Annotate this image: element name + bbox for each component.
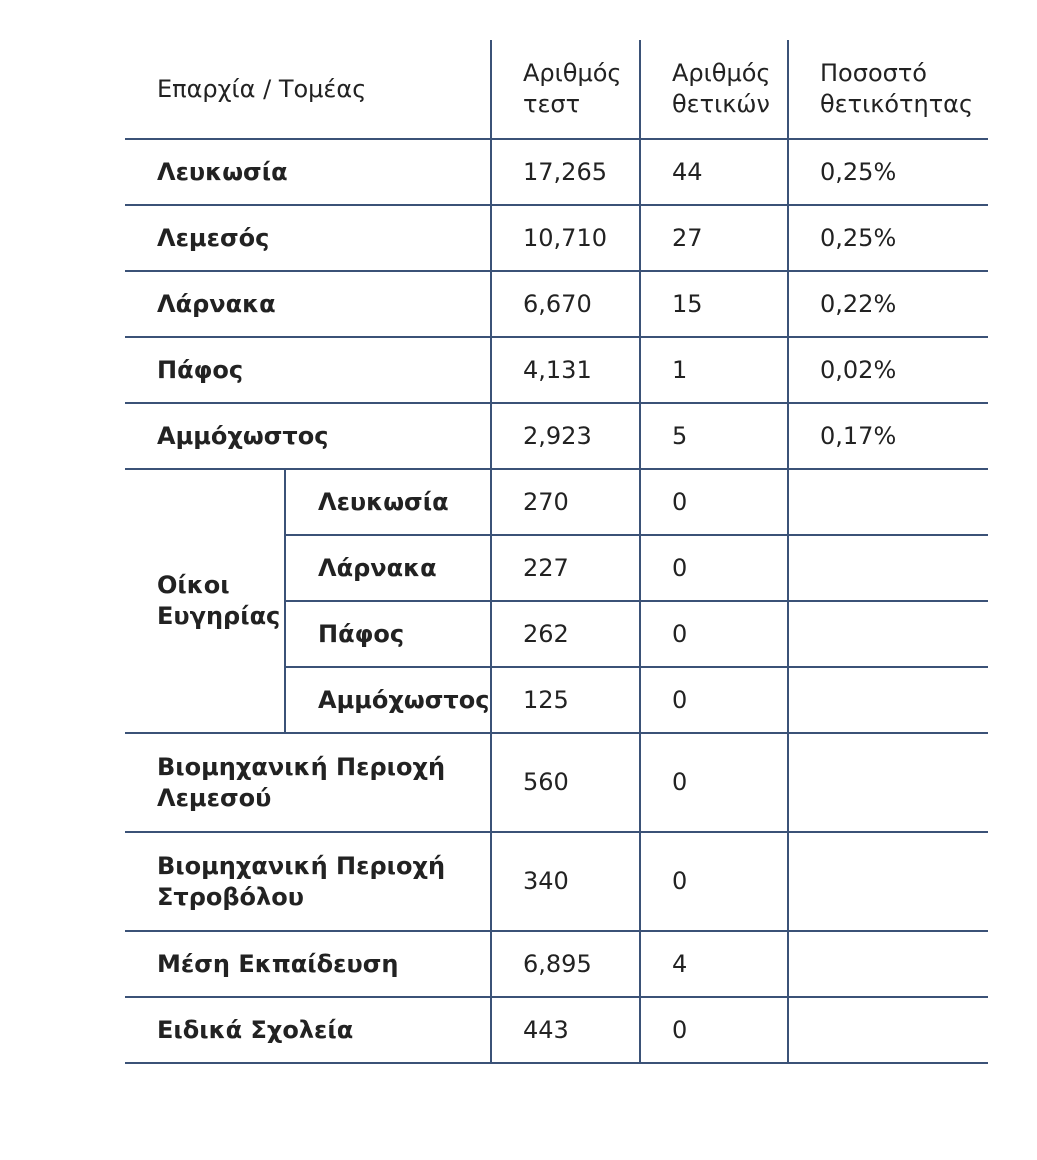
tests-cell: 10,710 xyxy=(491,205,640,271)
positives-cell: 0 xyxy=(640,832,788,931)
sub-row-label: Αμμόχωστος xyxy=(285,667,491,733)
table-row xyxy=(125,733,988,832)
tests-cell: 340 xyxy=(491,832,640,931)
positives-cell: 15 xyxy=(640,271,788,337)
tests-cell: 560 xyxy=(491,733,640,832)
rate-cell: 0,02% xyxy=(788,337,988,403)
row-label: Λευκωσία xyxy=(125,139,491,205)
tests-cell: 6,670 xyxy=(491,271,640,337)
table-row xyxy=(125,139,988,205)
table-row xyxy=(125,832,988,931)
tests-cell: 2,923 xyxy=(491,403,640,469)
row-label: Βιομηχανική Περιοχή Στροβόλου xyxy=(125,832,491,931)
tests-cell: 227 xyxy=(491,535,640,601)
table-row xyxy=(125,403,988,469)
tests-cell: 270 xyxy=(491,469,640,535)
rate-cell xyxy=(788,535,988,601)
positives-cell: 0 xyxy=(640,535,788,601)
table-row xyxy=(125,271,988,337)
table-header-row xyxy=(125,40,988,139)
header-region: Επαρχία / Τομέας xyxy=(125,40,491,139)
sub-row-label: Πάφος xyxy=(285,601,491,667)
row-label: Λάρνακα xyxy=(125,271,491,337)
rate-cell xyxy=(788,997,988,1063)
sub-row-label: Λάρνακα xyxy=(285,535,491,601)
rate-cell: 0,22% xyxy=(788,271,988,337)
tests-cell: 4,131 xyxy=(491,337,640,403)
row-label: Λεμεσός xyxy=(125,205,491,271)
rate-cell: 0,25% xyxy=(788,205,988,271)
table-row xyxy=(125,205,988,271)
row-label: Πάφος xyxy=(125,337,491,403)
rate-cell xyxy=(788,733,988,832)
table-row xyxy=(125,997,988,1063)
rate-cell xyxy=(788,469,988,535)
positives-cell: 0 xyxy=(640,469,788,535)
tests-cell: 443 xyxy=(491,997,640,1063)
positives-cell: 44 xyxy=(640,139,788,205)
statistics-table xyxy=(125,40,988,1064)
rate-cell xyxy=(788,931,988,997)
row-label: Ειδικά Σχολεία xyxy=(125,997,491,1063)
positives-cell: 0 xyxy=(640,733,788,832)
positives-cell: 1 xyxy=(640,337,788,403)
tests-cell: 125 xyxy=(491,667,640,733)
table-row xyxy=(125,931,988,997)
header-tests: Αριθμός τεστ xyxy=(491,40,640,139)
rate-cell xyxy=(788,601,988,667)
tests-cell: 6,895 xyxy=(491,931,640,997)
rate-cell xyxy=(788,667,988,733)
table-row xyxy=(125,337,988,403)
positives-cell: 27 xyxy=(640,205,788,271)
positives-cell: 0 xyxy=(640,667,788,733)
tests-cell: 17,265 xyxy=(491,139,640,205)
row-label: Μέση Εκπαίδευση xyxy=(125,931,491,997)
sub-row-label: Λευκωσία xyxy=(285,469,491,535)
header-positives: Αριθμός θετικών xyxy=(640,40,788,139)
header-rate: Ποσοστό θετικότητας xyxy=(788,40,988,139)
row-label: Βιομηχανική Περιοχή Λεμεσού xyxy=(125,733,491,832)
tests-cell: 262 xyxy=(491,601,640,667)
rate-cell: 0,25% xyxy=(788,139,988,205)
row-label: Αμμόχωστος xyxy=(125,403,491,469)
rate-cell xyxy=(788,832,988,931)
care-homes-label: Οίκοι Ευγηρίας xyxy=(125,469,285,733)
positives-cell: 0 xyxy=(640,601,788,667)
positives-cell: 5 xyxy=(640,403,788,469)
positives-cell: 4 xyxy=(640,931,788,997)
positives-cell: 0 xyxy=(640,997,788,1063)
rate-cell: 0,17% xyxy=(788,403,988,469)
table-row xyxy=(125,469,988,535)
